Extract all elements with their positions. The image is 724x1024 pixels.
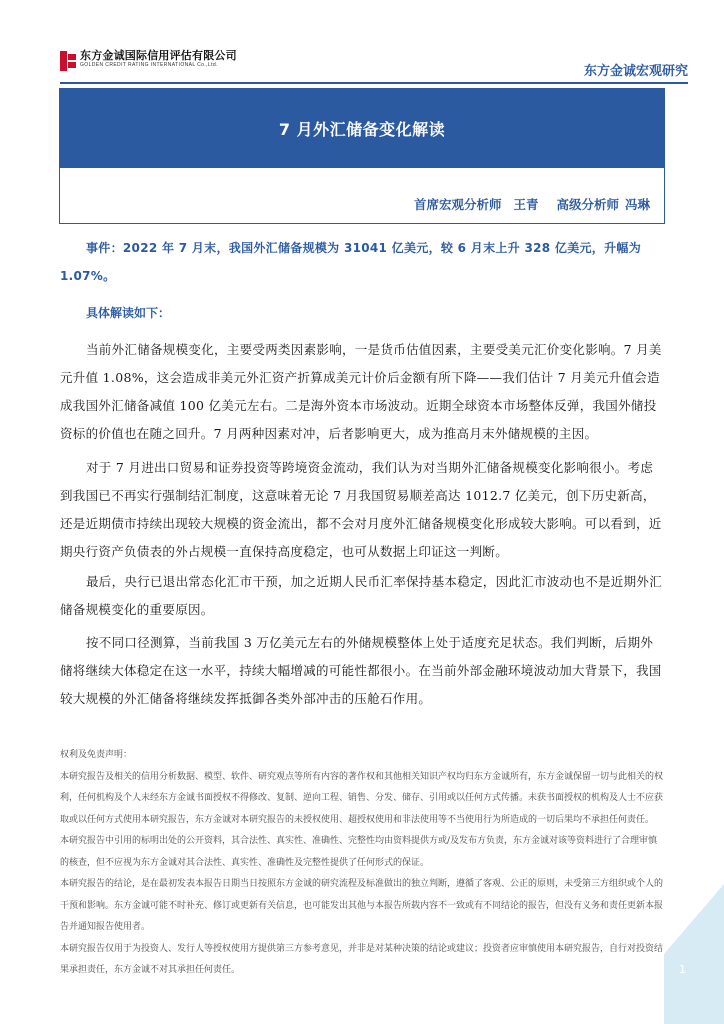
- title-band: [60, 89, 664, 168]
- logo-name-cn: 东方金诚国际信用评估有限公司: [80, 49, 237, 62]
- author-name-2: 冯琳: [624, 197, 650, 212]
- disclaimer-item: 本研究报告及相关的信用分析数据、模型、软件、研究观点等所有内容的著作权和其他相关知识产权均归东方金诚所有，东方金诚保留一切与此相关的权利，任何机构及个人未经东方金诚书面授权不得修改、复制、逆向工程、销售、分发、储存、引用或以任何方式传播。未获书面授权的机构及人士不应获取或以任何方式使用本研究报告，东方金诚对本研究报告的未授权使用、超授权使用和非法使用等不当使用行为所造成的一切后果均不承担任何责任。: [60, 771, 664, 825]
- author-role-1: 首席宏观分析师: [413, 197, 502, 212]
- logo-name-en: GOLDEN CREDIT RATING INTERNATIONAL Co.,Ltd.: [80, 62, 218, 68]
- disclaimer-item: 本研究报告的结论，是在最初发表本报告日期当日按照东方金诚的研究流程及标准做出的独立判断，遵循了客观、公正的原则，未受第三方组织或个人的干预和影响。东方金诚可能不时补充、修订或更新有关信息，也可能发出其他与本报告所载内容不一致或有不同结论的报告，但没有义务和责任更新本报告并通知报告使用者。: [60, 879, 664, 932]
- report-title: 7 月外汇储备变化解读: [278, 120, 446, 139]
- page-number: 1: [679, 963, 686, 976]
- page-corner-decoration: [664, 884, 724, 1024]
- title-box: [59, 88, 665, 224]
- logo-mark-icon: [60, 51, 76, 71]
- disclaimer-item: 本研究报告仅用于为投资人、发行人等授权使用方提供第三方参考意见，并非是对某种决策的结论或建议；投资者应审慎使用本研究报告，自行对投资结果承担责任，东方金诚不对其承担任何责任。: [60, 943, 664, 975]
- paragraph-2: 对于 7 月进出口贸易和证券投资等跨境资金流动，我们认为对当期外汇储备规模变化影响很小。考虑到我国已不再实行强制结汇制度，这意味着无论 7 月我国贸易顺差高达 1012.7 亿美元，创下历史新高，还是近期债市持续出现较大规模的资金流出，都不会对月度外汇储备规模变化形成较大影响。可以看到，近期央行资产负债表的外占规模一直保持高度稳定，也可从数据上印证这一判断。: [60, 460, 662, 559]
- author-line: [396, 195, 650, 213]
- paragraph-3: 最后，央行已退出常态化汇市干预，加之近期人民币汇率保持基本稳定，因此汇市波动也不是近期外汇储备规模变化的重要原因。: [60, 574, 663, 617]
- company-logo: [60, 50, 237, 71]
- disclaimer: [60, 745, 664, 982]
- paragraph-4: 按不同口径测算，当前我国 3 万亿美元左右的外储规模整体上处于适度充足状态。我们判断，后期外储将继续大体稳定在这一水平，持续大幅增减的可能性都很小。在当前外部金融环境波动加大背景下，我国较大规模的外汇储备将继续发挥抵御各类外部冲击的压舱石作用。: [60, 635, 662, 706]
- header-series-label: 东方金诚宏观研究: [583, 64, 688, 79]
- section-subhead: 具体解读如下：: [86, 306, 171, 320]
- paragraph-1: 当前外汇储备规模变化，主要受两类因素影响，一是货币估值因素，主要受美元汇价变化影响。7 月美元升值 1.08%，这会造成非美元外汇资产折算成美元计价后金额有所下降——我们估计 7 月美元升值会造成我国外汇储备减值 100 亿美元左右。二是海外资本市场波动。近期全球资本市场整体反弹，我国外储投资标的价值也在随之回升。7 月两种因素对冲，后者影响更大，成为推高月末外储规模的主因。: [60, 342, 662, 441]
- header-divider: [60, 82, 688, 84]
- event-summary: 事件：2022 年 7 月末，我国外汇储备规模为 31041 亿美元，较 6 月末上升 328 亿美元，升幅为 1.07%。: [60, 241, 641, 283]
- author-name-1: 王青: [513, 197, 539, 212]
- disclaimer-heading: 权利及免责声明：: [60, 750, 133, 760]
- disclaimer-item: 本研究报告中引用的标明出处的公开资料，其合法性、真实性、准确性、完整性均由资料提供方或/及发布方负责，东方金诚对该等资料进行了合理审慎的核查，但不应视为东方金诚对其合法性、真实性、准确性及完整性提供了任何形式的保证。: [60, 836, 658, 868]
- author-role-2: 高级分析师: [556, 197, 619, 212]
